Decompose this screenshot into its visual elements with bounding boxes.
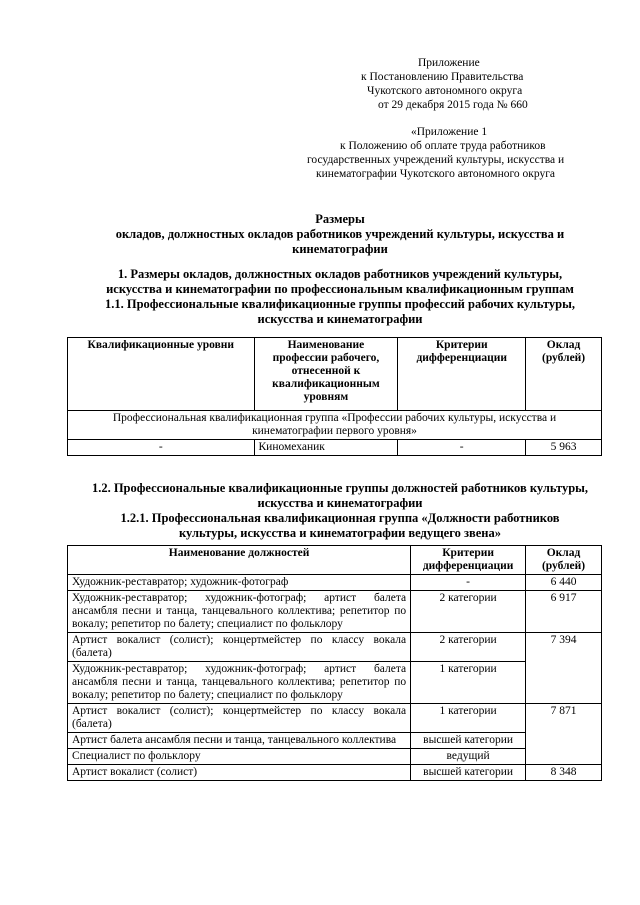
row-criteria: - bbox=[398, 440, 526, 456]
appendix-date: от 29 декабря 2015 года № 660 bbox=[378, 99, 528, 111]
table-positions bbox=[67, 545, 602, 781]
header-position-name: Наименование должностей bbox=[68, 546, 411, 575]
header-differentiation-criteria: Критерии дифференциации bbox=[411, 546, 526, 575]
main-title bbox=[70, 212, 610, 257]
salary-cell: 7 871 bbox=[526, 704, 602, 765]
appendix-okrug: Чукотского автономного округа bbox=[367, 85, 523, 97]
position-cell: Артист вокалист (солист); концертмейстер по классу вокала (балета) bbox=[68, 633, 411, 662]
table-row bbox=[68, 575, 602, 591]
main-title-line3: кинематографии bbox=[292, 242, 388, 256]
criteria-cell: 1 категории bbox=[411, 662, 526, 704]
section12-heading bbox=[70, 481, 610, 541]
position-cell: Артист балета ансамбля песни и танца, танцевального коллектива bbox=[68, 733, 411, 749]
appendix1-label: «Приложение 1 bbox=[411, 126, 488, 138]
table-workers-professions bbox=[67, 337, 602, 456]
section1-line2: искусства и кинематографии по профессиональным квалификационным группам bbox=[106, 282, 574, 296]
header-profession-name: Наименование профессии рабочего, отнесенной к квалификационным уровням bbox=[254, 338, 398, 411]
main-title-line1: Размеры bbox=[315, 212, 365, 226]
main-title-line2: окладов, должностных окладов работников учреждений культуры, искусства и bbox=[115, 227, 565, 241]
table-group-row bbox=[68, 411, 602, 440]
criteria-cell: 2 категории bbox=[411, 633, 526, 662]
appendix1-institutions: государственных учреждений культуры, искусства и bbox=[307, 154, 565, 166]
table-row bbox=[68, 704, 602, 733]
appendix1-regulation: к Положению об оплате труда работников bbox=[340, 140, 546, 152]
table-row bbox=[68, 662, 602, 704]
row-salary: 5 963 bbox=[526, 440, 602, 456]
salary-cell: 8 348 bbox=[526, 765, 602, 781]
section121-line1: 1.2.1. Профессиональная квалификационная группа «Должности работников bbox=[120, 511, 560, 525]
row-profession: Киномеханик bbox=[254, 440, 398, 456]
table-row bbox=[68, 733, 602, 749]
header-salary: Оклад (рублей) bbox=[526, 338, 602, 411]
row-level: - bbox=[68, 440, 255, 456]
position-cell: Художник-реставратор; художник-фотограф bbox=[68, 575, 411, 591]
criteria-cell: - bbox=[411, 575, 526, 591]
position-cell: Специалист по фольклору bbox=[68, 749, 411, 765]
table-row bbox=[68, 440, 602, 456]
header-salary: Оклад (рублей) bbox=[526, 546, 602, 575]
appendix-label: Приложение bbox=[418, 57, 480, 69]
criteria-cell: высшей категории bbox=[411, 733, 526, 749]
criteria-cell: высшей категории bbox=[411, 765, 526, 781]
section1-line1: 1. Размеры окладов, должностных окладов работников учреждений культуры, bbox=[117, 267, 563, 281]
qualification-group-title: Профессиональная квалификационная группа «Профессии рабочих культуры, искусства и кинематографии первого уровня» bbox=[68, 411, 602, 440]
table-row bbox=[68, 765, 602, 781]
salary-cell: 6 917 bbox=[526, 591, 602, 633]
appendix1-cinema: кинематографии Чукотского автономного округа bbox=[316, 168, 556, 180]
criteria-cell: 1 категории bbox=[411, 704, 526, 733]
criteria-cell: 2 категории bbox=[411, 591, 526, 633]
table-header-row bbox=[68, 338, 602, 411]
section1-heading bbox=[70, 267, 610, 327]
table-header-row bbox=[68, 546, 602, 575]
section11-line1: 1.1. Профессиональные квалификационные группы профессий рабочих культуры, bbox=[104, 297, 576, 311]
section12-line1: 1.2. Профессиональные квалификационные группы должностей работников культуры, bbox=[91, 481, 589, 495]
position-cell: Художник-реставратор; художник-фотограф; артист балета ансамбля песни и танца, танцевального коллектива; репетитор по вокалу; репетитор по балету; специалист по фольклору bbox=[68, 591, 411, 633]
criteria-cell: ведущий bbox=[411, 749, 526, 765]
salary-cell: 7 394 bbox=[526, 633, 602, 704]
header-qualification-levels: Квалификационные уровни bbox=[68, 338, 255, 411]
appendix-decree: к Постановлению Правительства bbox=[361, 71, 524, 83]
section121-line2: культуры, искусства и кинематографии ведущего звена» bbox=[179, 526, 501, 540]
position-cell: Художник-реставратор; художник-фотограф; артист балета ансамбля песни и танца, танцевального коллектива; репетитор по вокалу; репетитор по балету; специалист по фольклору bbox=[68, 662, 411, 704]
table-row bbox=[68, 749, 602, 765]
table-row bbox=[68, 633, 602, 662]
salary-cell: 6 440 bbox=[526, 575, 602, 591]
position-cell: Артист вокалист (солист); концертмейстер по классу вокала (балета) bbox=[68, 704, 411, 733]
header-differentiation-criteria: Критерии дифференциации bbox=[398, 338, 526, 411]
position-cell: Артист вокалист (солист) bbox=[68, 765, 411, 781]
table-row bbox=[68, 591, 602, 633]
section12-line2: искусства и кинематографии bbox=[257, 496, 423, 510]
section11-line2: искусства и кинематографии bbox=[257, 312, 423, 326]
